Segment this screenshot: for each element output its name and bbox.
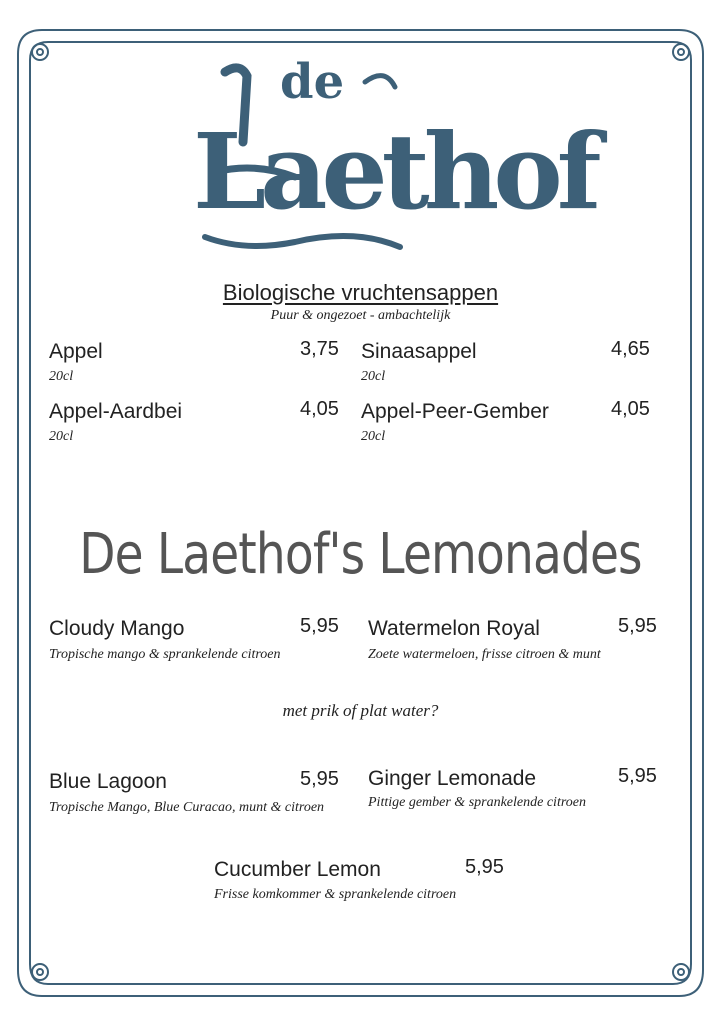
item-price: 4,65 <box>611 338 650 360</box>
juices-subtitle: Puur & ongezoet - ambachtelijk <box>270 308 451 323</box>
item-price: 4,05 <box>611 398 650 420</box>
item-price: 5,95 <box>618 615 657 637</box>
item-price: 5,95 <box>300 768 339 790</box>
item-desc: 20cl <box>49 429 74 444</box>
brand-logo <box>185 52 596 282</box>
item-name: Ginger Lemonade <box>368 767 537 790</box>
item-price: 4,05 <box>300 398 339 420</box>
item-desc: Frisse komkommer & sprankelende citroen <box>214 887 457 902</box>
juices-title: Biologische vruchtensappen <box>222 280 499 305</box>
item-desc: 20cl <box>361 429 386 444</box>
item-desc: Zoete watermeloen, frisse citroen & munt <box>368 647 601 662</box>
item-price: 5,95 <box>300 615 339 637</box>
item-name: Appel-Peer-Gember <box>361 400 549 423</box>
logo-prefix: de <box>280 54 345 110</box>
logo-name: Laethof <box>193 110 596 233</box>
item-price: 5,95 <box>465 856 504 878</box>
item-name: Sinaasappel <box>361 340 477 363</box>
item-name: Appel-Aardbei <box>49 400 183 423</box>
item-name: Blue Lagoon <box>49 770 167 793</box>
item-desc: Tropische Mango, Blue Curacao, munt & citroen <box>49 800 325 815</box>
item-name: Cloudy Mango <box>49 617 185 640</box>
water-note: met prik of plat water? <box>282 701 439 720</box>
item-name: Cucumber Lemon <box>214 858 381 881</box>
item-name: Watermelon Royal <box>368 617 540 640</box>
item-price: 3,75 <box>300 338 339 360</box>
lemonades-title: De Laethof's Lemonades <box>79 522 642 587</box>
item-name: Appel <box>49 340 103 363</box>
item-desc: Pittige gember & sprankelende citroen <box>368 795 586 810</box>
item-price: 5,95 <box>618 765 657 787</box>
item-desc: Tropische mango & sprankelende citroen <box>49 647 281 662</box>
item-desc: 20cl <box>49 369 74 384</box>
item-desc: 20cl <box>361 369 386 384</box>
